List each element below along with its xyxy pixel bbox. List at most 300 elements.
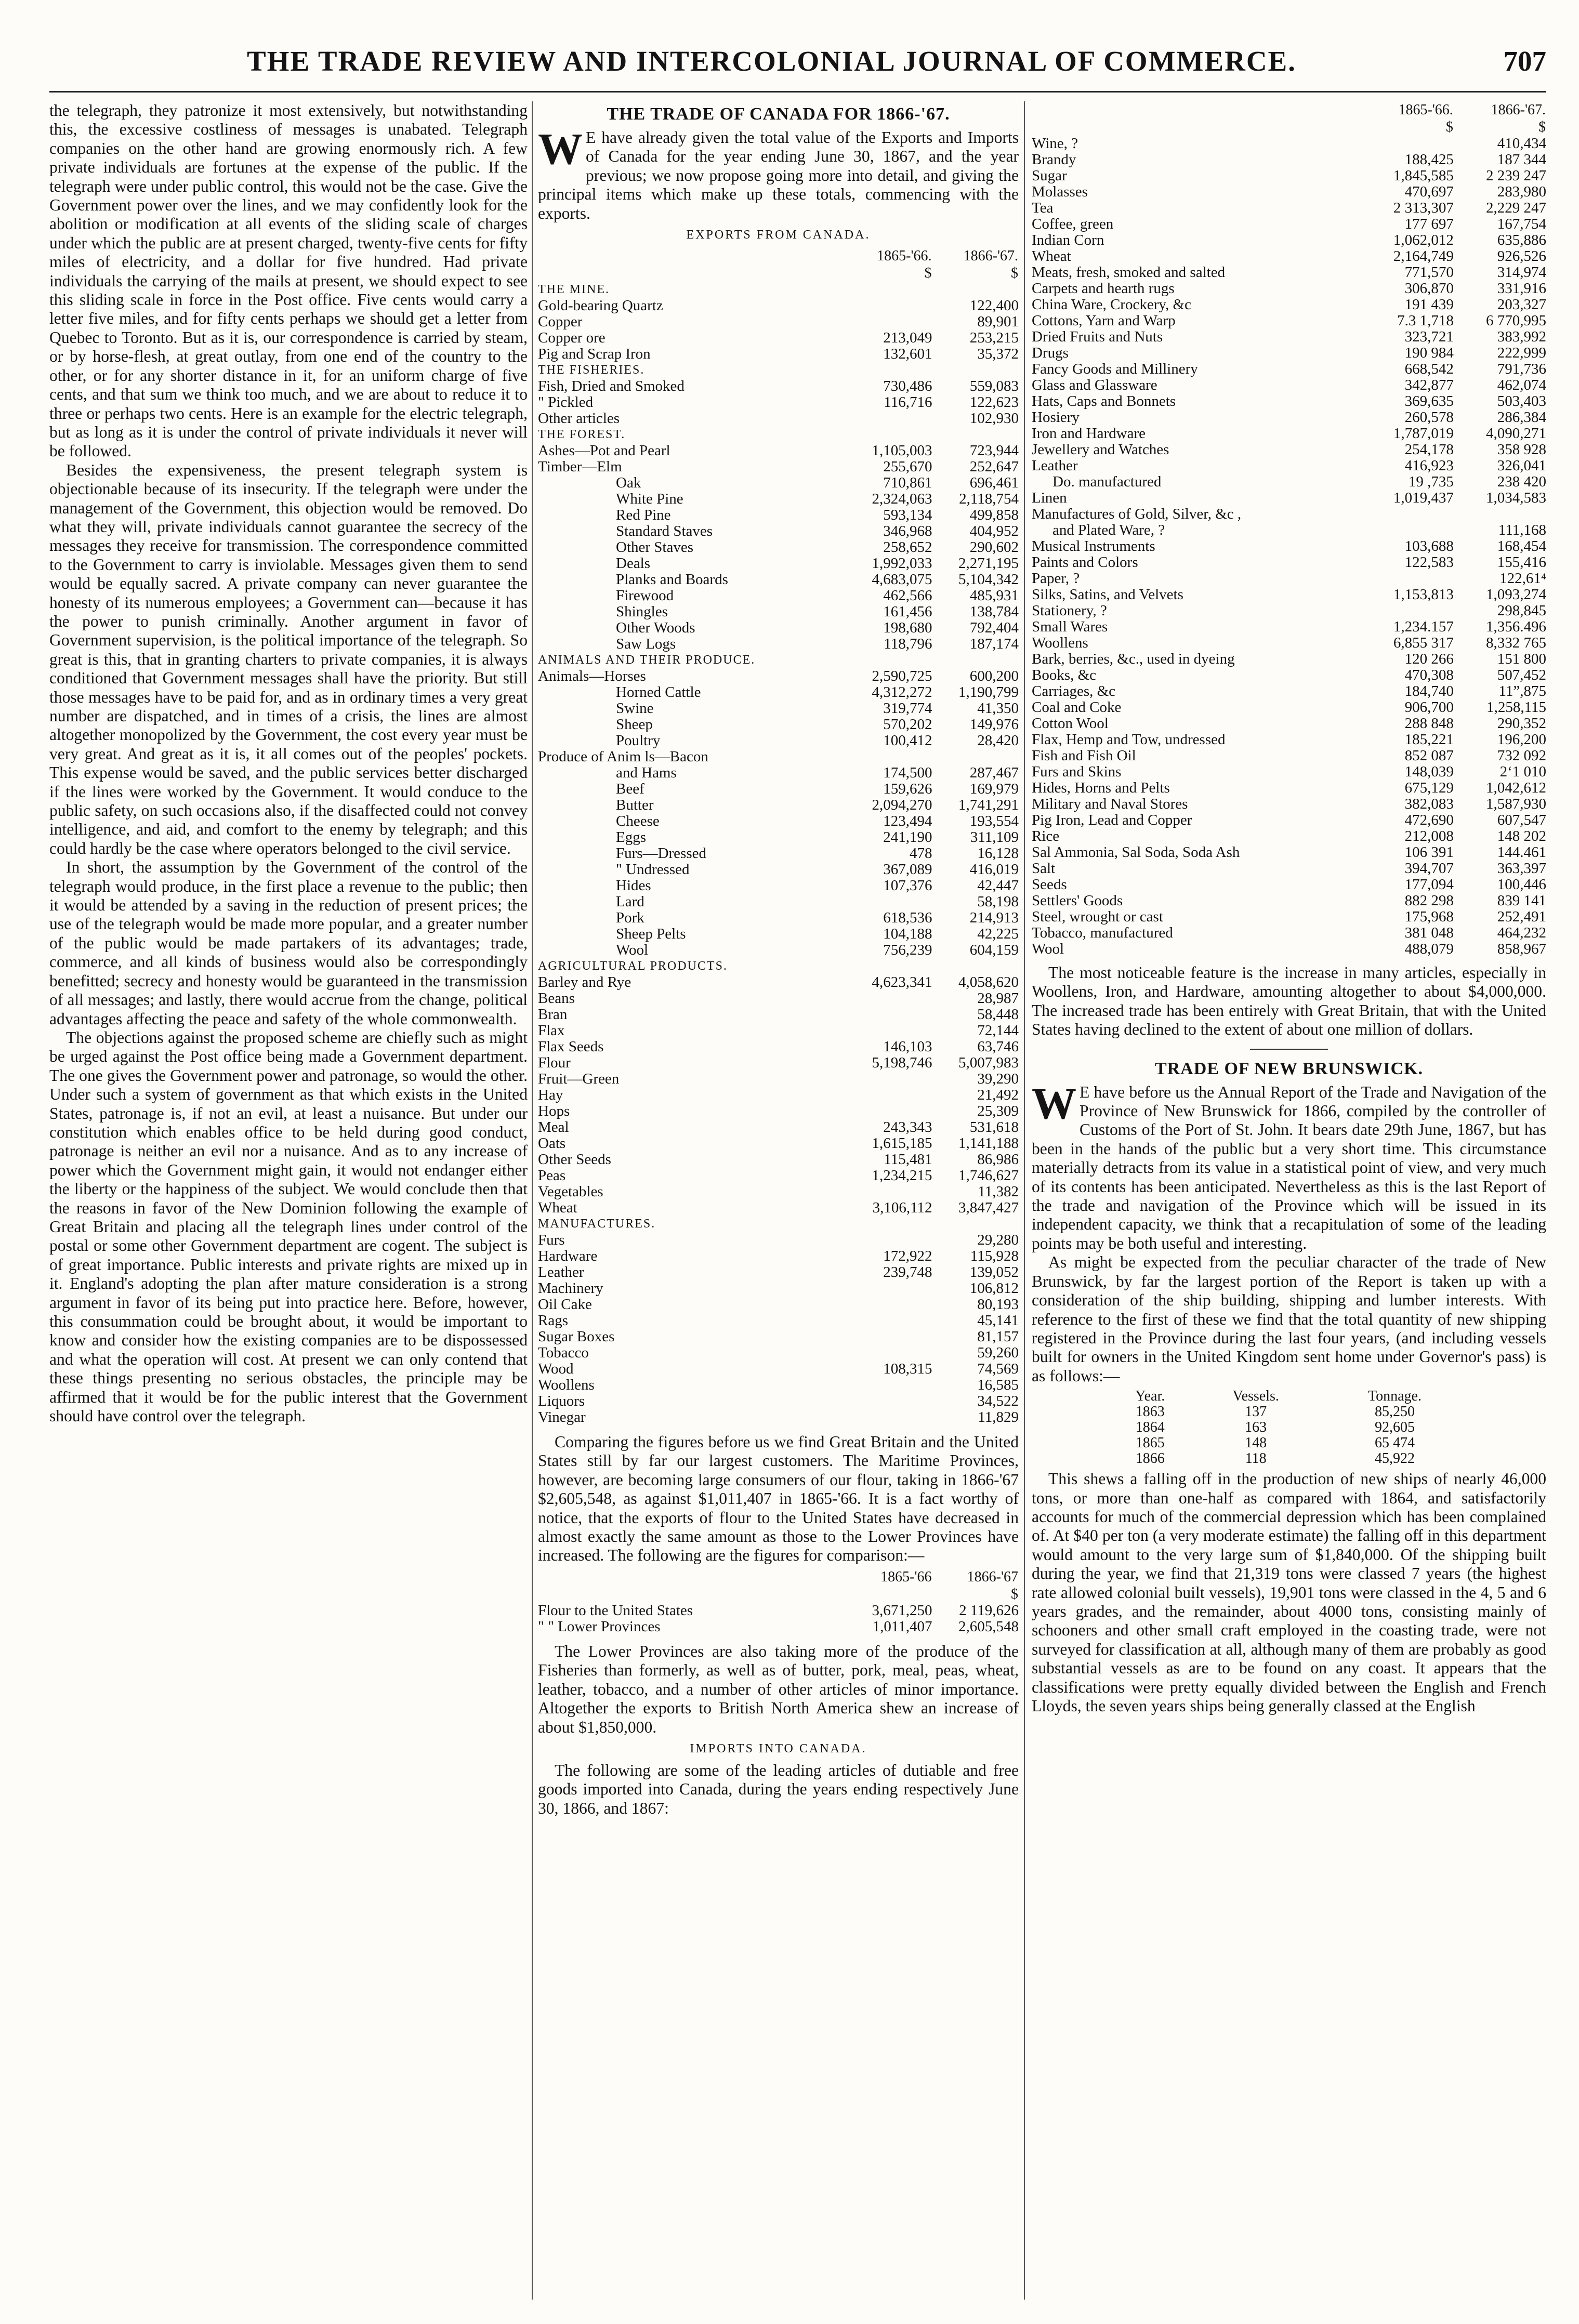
section-title: THE FISHERIES. (538, 363, 645, 377)
row-label: Vinegar (538, 1409, 586, 1426)
row-label: Shingles (616, 604, 668, 620)
value-1866-67: 1,587,930 (1486, 796, 1546, 812)
paragraph: E have already given the total value of the Exports and Imports of Canada for the year ending June 30, 1867, and the year previous; we now propose going more into detail, and giving the principal items which make up these totals, commencing with the exports. (538, 128, 1019, 222)
table-row (538, 1039, 1019, 1055)
value-1865-66: 3,671,250 (872, 1602, 932, 1619)
table-row (538, 604, 1019, 620)
value-1866-67: 2,118,754 (959, 491, 1019, 508)
row-label: Fish, Dried and Smoked (538, 378, 685, 395)
table-row (538, 459, 1019, 475)
value-1866-67: 559,083 (969, 378, 1019, 395)
row-label: Flax Seeds (538, 1039, 604, 1055)
table-row (1032, 136, 1546, 152)
value-1865-66: 241,190 (883, 829, 932, 846)
value-1865-66 (846, 1023, 932, 1039)
row-label: Eggs (616, 829, 646, 846)
row-label: Hats, Caps and Bonnets (1032, 393, 1176, 410)
exports-table (538, 247, 1019, 1425)
value-1866-67: 1,356.496 (1486, 618, 1546, 635)
value-1865-66: 198,680 (883, 619, 932, 637)
value-1866-67: 4,058,620 (958, 974, 1019, 991)
tonnage-cell: 45,922 (1374, 1450, 1415, 1467)
value-1866-67: 169,979 (969, 781, 1019, 798)
value-1865-66: 191 439 (1404, 296, 1454, 313)
value-1866-67: 238 420 (1497, 473, 1546, 490)
row-label: Settlers' Goods (1032, 893, 1123, 909)
table-row (538, 1264, 1019, 1280)
value-1865-66: 146,103 (883, 1038, 932, 1055)
row-label: Pig and Scrap Iron (538, 346, 651, 363)
value-1865-66: 470,308 (1404, 667, 1454, 683)
value-1866-67: 28,987 (977, 990, 1019, 1007)
table-row (538, 910, 1019, 926)
row-label: Wine, ? (1032, 136, 1078, 152)
value-1866-67: 286,384 (1497, 409, 1546, 426)
row-label: Copper (538, 314, 583, 331)
vessels-cell: 163 (1245, 1419, 1267, 1436)
value-1865-66: 1,011,407 (872, 1618, 932, 1635)
value-1866-67: 331,916 (1497, 280, 1546, 297)
value-1865-66 (1361, 136, 1454, 152)
value-1866-67: 144.461 (1497, 844, 1546, 861)
value-1865-66: 369,635 (1404, 393, 1454, 410)
value-1865-66: 185,221 (1404, 731, 1454, 748)
row-label: Coal and Coke (1032, 699, 1122, 716)
value-1865-66: 213,049 (883, 329, 932, 347)
table-row (1032, 426, 1546, 442)
value-1865-66: 346,968 (883, 523, 932, 540)
value-1865-66: 161,456 (883, 603, 932, 620)
value-1866-67: 485,931 (969, 587, 1019, 604)
value-1865-66: 132,601 (883, 346, 932, 363)
row-label: Wheat (1032, 248, 1071, 265)
table-row (1032, 796, 1546, 812)
value-1866-67: 42,225 (977, 926, 1019, 943)
value-1866-67: 2,229 247 (1486, 200, 1546, 216)
row-label: Hides (616, 878, 651, 894)
paragraph: The objections against the proposed scheme are chiefly such as might be urged against the Post office being made a Government department. The one gives the Government power and patronage, so would the other. Under such a system of government as that which exists in the United States, patronage is, if not an evil, at least a nuisance. But under our constitution which enables office to be held during good conduct, patronage is neither an evil nor a nuisance. And as to any increase of power which the Government might gain, it would not endanger either the liberty or the happiness of the subject. We would conclude then that the reasons in favor of the New Dominion following the example of Great Britain and placing all the telegraph lines under control of the postal or some other Government department are cogent. The subject is of great importance. Public interests and private rights are mixed up in it. England's adopting the plan after mature consideration is a strong argument in favor of its being put into practice here. Before, however, this consummation could be brought about, it would be important to know and consider how the existing companies are to be dispossessed and what the operation will cost. At present we can only contend that these things presenting no serious obstacles, the principle may be affirmed that it would be for the public interest that the Government should have control over the telegraph. (49, 1028, 528, 1425)
table-row (1032, 812, 1546, 828)
table-row (538, 1184, 1019, 1200)
value-1866-67: 34,522 (977, 1393, 1019, 1410)
value-1865-66: 593,134 (883, 507, 932, 524)
value-1865-66 (846, 1377, 932, 1393)
value-1866-67: 604,159 (969, 942, 1019, 959)
value-1865-66 (846, 749, 932, 765)
table-row (1032, 522, 1546, 538)
value-1865-66: 462,566 (883, 587, 932, 604)
value-1865-66: 2 313,307 (1393, 200, 1454, 216)
table-row (538, 1023, 1019, 1039)
row-label: Sal Ammonia, Sal Soda, Soda Ash (1032, 844, 1240, 861)
value-1866-67: 298,845 (1497, 602, 1546, 619)
value-1866-67: 723,944 (969, 442, 1019, 459)
row-label: Wool (616, 942, 649, 959)
column-header: Year. (1135, 1388, 1165, 1405)
table-row (1032, 909, 1546, 925)
section-row (538, 427, 1019, 443)
unit-label: $ (1538, 119, 1546, 135)
row-label: Sheep Pelts (616, 926, 686, 943)
value-1865-66: 118,796 (884, 636, 932, 653)
table-row (1032, 265, 1546, 281)
value-1865-66: 188,425 (1404, 151, 1454, 168)
value-1865-66: 668,542 (1404, 361, 1454, 377)
row-label: Hops (538, 1103, 570, 1120)
row-label: Swine (616, 701, 654, 717)
value-1865-66 (846, 411, 932, 427)
table-row (1032, 683, 1546, 699)
value-1865-66: 258,652 (883, 539, 932, 556)
value-1866-67: 214,913 (969, 909, 1019, 927)
table-row (538, 620, 1019, 636)
value-1866-67: 111,168 (1498, 522, 1546, 538)
value-1866-67: 122,400 (969, 297, 1019, 314)
row-label: Furs—Dressed (616, 846, 706, 862)
value-1866-67: 149,976 (969, 716, 1019, 733)
year-cell: 1864 (1135, 1419, 1165, 1436)
table-row (538, 797, 1019, 813)
value-1865-66: 1,615,185 (872, 1135, 932, 1152)
value-1865-66: 190 984 (1404, 345, 1454, 361)
row-label: Flour to the United States (538, 1602, 693, 1619)
value-1865-66: 159,626 (883, 781, 932, 798)
value-1865-66: 212,008 (1404, 828, 1454, 844)
value-1865-66: 1,153,813 (1393, 586, 1454, 603)
table-row (1032, 877, 1546, 893)
value-1865-66: 771,570 (1404, 264, 1454, 281)
row-label: Poultry (616, 733, 661, 749)
value-1866-67: 28,420 (977, 732, 1019, 749)
table-row (538, 1603, 1019, 1619)
row-label: Brandy (1032, 152, 1076, 168)
row-label: Other articles (538, 411, 620, 427)
table-row (538, 926, 1019, 942)
value-1866-67: 792,404 (969, 619, 1019, 637)
paragraph: Comparing the figures before us we find Great Britain and the United States still by far our largest customers. The Maritime Provinces, however, are becoming large consumers of our flour, taking in 1866-'67 $2,605,548, as against $1,011,407 in 1865-'66. It is a fact worthy of notice, that the exports of flour to the United States have decreased in almost exactly the same amount as those to the Lower Provinces have increased. The following are the figures for comparison:— (538, 1433, 1019, 1565)
vessels-cell: 148 (1245, 1435, 1267, 1451)
value-1866-67: 404,952 (969, 523, 1019, 540)
value-1866-67: 499,858 (969, 507, 1019, 524)
row-label: Flour (538, 1055, 571, 1072)
section-title: THE MINE. (538, 283, 610, 297)
value-1866-67: 58,448 (977, 1006, 1019, 1023)
paragraph: The following are some of the leading articles of dutiable and free goods imported into Canada, during the years ending respectively June 30, 1866, and 1867: (538, 1761, 1019, 1817)
year-cell: 1863 (1135, 1404, 1165, 1420)
value-1865-66 (1361, 603, 1454, 619)
value-1866-67: 35,372 (977, 346, 1019, 363)
value-1865-66 (846, 1103, 932, 1119)
row-label: Red Pine (616, 507, 671, 524)
value-1865-66 (846, 894, 932, 910)
row-label: Small Wares (1032, 619, 1108, 635)
imports-table (1032, 101, 1546, 957)
value-1865-66: 1,234.157 (1393, 618, 1454, 635)
vessels-cell: 118 (1245, 1450, 1267, 1467)
row-label: and Hams (616, 765, 677, 782)
table-row (538, 781, 1019, 797)
value-1866-67: 732 092 (1497, 747, 1546, 764)
value-1866-67: 791,736 (1497, 361, 1546, 377)
value-1865-66: 882 298 (1404, 892, 1454, 909)
row-label: Drugs (1032, 345, 1069, 361)
value-1865-66 (846, 1329, 932, 1345)
table-row (538, 1361, 1019, 1377)
value-1865-66: 488,079 (1404, 941, 1454, 957)
row-label: " " Lower Provinces (538, 1618, 661, 1635)
value-1866-67: 2 119,626 (959, 1602, 1019, 1619)
value-1865-66 (846, 314, 932, 330)
value-1866-67: 531,618 (969, 1119, 1019, 1136)
row-label: Lard (616, 894, 644, 910)
value-1866-67: 2‘1 010 (1499, 763, 1546, 780)
column-header: 1866-'67 (967, 1568, 1018, 1585)
value-1866-67: 74,569 (977, 1361, 1019, 1378)
table-row (538, 556, 1019, 572)
value-1866-67 (932, 749, 1019, 765)
paragraph: E have before us the Annual Report of the Trade and Navigation of the Province of New Brunswick for 1866, compiled by the controller of Customs of the Port of St. John. It bears date 29th June, 1867, but has been in the hands of the public but a very short time. This circumstance materially detracts from its value in a statistical point of view, and very much of its contents has been anticipated. Nevertheless as this is the last Report of the trade and navigation of the Province which will be issued in its independent capacity, we think that a recapitulation of some of the leading points may be both useful and interesting. (1032, 1082, 1546, 1252)
table-row (1032, 442, 1546, 458)
value-1866-67: 115,928 (970, 1248, 1019, 1265)
table-row (538, 1007, 1019, 1023)
value-1866-67: 138,784 (969, 603, 1019, 620)
vessels-cell: 137 (1245, 1404, 1267, 1420)
row-label: Horned Cattle (616, 684, 701, 701)
value-1866-67: 2,605,548 (958, 1618, 1019, 1635)
row-label: Musical Instruments (1032, 538, 1155, 554)
row-label: Stationery, ? (1032, 603, 1107, 619)
table-row (1032, 281, 1546, 297)
value-1865-66: 906,700 (1404, 699, 1454, 716)
row-label: Gold-bearing Quartz (538, 298, 663, 314)
row-label: Tobacco (538, 1345, 589, 1362)
value-1865-66: 2,590,725 (872, 668, 932, 685)
value-1865-66: 1,787,019 (1393, 425, 1454, 442)
paragraph: The most noticeable feature is the increase in many articles, especially in Woollens, Iron, and Hardware, amounting altogether to about $4,000,000. The increased trade has been entirely with Great Britain, that with the United States having declined to the extent of about one million of dollars. (1032, 963, 1546, 1039)
table-row (1032, 361, 1546, 377)
value-1865-66: 177 697 (1404, 216, 1454, 232)
section-rule (1250, 1049, 1328, 1050)
unit-label: $ (1445, 119, 1453, 135)
table-row (538, 1168, 1019, 1184)
value-1865-66: 470,697 (1404, 183, 1454, 200)
table-row (1032, 732, 1546, 748)
table-row (538, 491, 1019, 507)
value-1866-67: 122,61⁴ (1499, 570, 1546, 587)
value-1866-67: 462,074 (1497, 377, 1546, 393)
table-row (538, 829, 1019, 846)
row-label: Steel, wrought or cast (1032, 909, 1163, 925)
row-label: Cheese (616, 813, 660, 830)
table-row (538, 1071, 1019, 1087)
value-1866-67: 11,382 (978, 1183, 1019, 1200)
table-row (1032, 377, 1546, 393)
value-1866-67: 155,416 (1497, 554, 1546, 571)
table-row (1032, 699, 1546, 716)
table-row (538, 411, 1019, 427)
row-label: Cottons, Yarn and Warp (1032, 313, 1176, 329)
journal-title: THE TRADE REVIEW AND INTERCOLONIAL JOURNAL OF COMMERCE. (247, 45, 1296, 77)
table-row (538, 1152, 1019, 1168)
value-1866-67: 283,980 (1497, 183, 1546, 200)
value-1866-67: 290,352 (1497, 715, 1546, 732)
table-row (538, 765, 1019, 781)
value-1865-66: 177,094 (1404, 876, 1454, 893)
flour-table (538, 1568, 1019, 1635)
value-1866-67: 503,403 (1497, 393, 1546, 410)
value-1866-67: 839 141 (1497, 892, 1546, 909)
row-label: Produce of Anim ls—Bacon (538, 749, 708, 765)
drop-cap: W (1032, 1078, 1076, 1128)
value-1865-66: 1,845,585 (1393, 167, 1454, 184)
row-label: Wheat (538, 1200, 577, 1217)
table-row (1032, 216, 1546, 232)
value-1866-67: 42,447 (977, 877, 1019, 894)
row-label: Paper, ? (1032, 571, 1080, 587)
row-label: Silks, Satins, and Velvets (1032, 587, 1183, 603)
value-1865-66: 4,312,272 (872, 684, 932, 701)
row-label: Do. manufactured (1052, 474, 1162, 490)
row-label: Rags (538, 1313, 568, 1329)
row-label: Beef (616, 781, 644, 798)
value-1866-67: 4,090,271 (1486, 425, 1546, 442)
row-label: Paints and Colors (1032, 554, 1138, 571)
table-row (1032, 458, 1546, 474)
table-row (538, 1135, 1019, 1152)
section-title: ANIMALS AND THEIR PRODUCE. (538, 653, 756, 667)
value-1866-67: 122,623 (969, 394, 1019, 411)
header-rule (49, 91, 1546, 93)
value-1865-66: 381 048 (1404, 925, 1454, 941)
value-1866-67: 507,452 (1497, 667, 1546, 683)
value-1865-66 (846, 1232, 932, 1248)
column-header: 1866-'67. (1491, 102, 1546, 118)
value-1866-67: 58,198 (977, 893, 1019, 910)
table-row (1109, 1404, 1469, 1420)
table-row (1032, 925, 1546, 941)
shipping-table (1109, 1389, 1469, 1467)
table-row (538, 1055, 1019, 1071)
row-label: Beans (538, 991, 575, 1007)
table-row (538, 298, 1019, 314)
value-1866-67: 11”,875 (1498, 683, 1546, 699)
value-1866-67: 358 928 (1497, 441, 1546, 458)
value-1865-66: 756,239 (883, 942, 932, 959)
tonnage-cell: 65 474 (1374, 1435, 1415, 1451)
value-1866-67: 363,397 (1497, 860, 1546, 877)
value-1865-66: 288 848 (1404, 715, 1454, 732)
row-label: Sugar (1032, 168, 1067, 184)
value-1865-66 (846, 1184, 932, 1200)
row-label: Fancy Goods and Millinery (1032, 361, 1198, 377)
value-1865-66: 5,198,746 (872, 1054, 932, 1072)
value-1866-67: 222,999 (1497, 345, 1546, 361)
column-header: Tonnage. (1367, 1388, 1422, 1405)
value-1865-66: 104,188 (883, 926, 932, 943)
table-row (1032, 329, 1546, 345)
column-imports-and-new-brunswick (1032, 101, 1546, 2300)
value-1866-67: 39,290 (977, 1071, 1019, 1088)
table-row (1032, 410, 1546, 426)
table-row (1032, 764, 1546, 780)
value-1865-66: 243,343 (883, 1119, 932, 1136)
row-label: Flax, Hemp and Tow, undressed (1032, 732, 1226, 748)
row-label: Deals (616, 556, 651, 572)
table-row (1032, 297, 1546, 313)
value-1866-67: 168,454 (1497, 538, 1546, 554)
value-1865-66: 260,578 (1404, 409, 1454, 426)
value-1865-66 (1361, 522, 1454, 538)
value-1866-67: 1,741,291 (958, 797, 1019, 814)
row-label: Iron and Hardware (1032, 426, 1146, 442)
table-row (538, 572, 1019, 588)
row-label: Rice (1032, 828, 1060, 844)
table-row (538, 394, 1019, 411)
row-label: Vegetables (538, 1184, 603, 1200)
table-row (538, 1409, 1019, 1425)
table-row (1032, 554, 1546, 571)
value-1865-66 (1361, 571, 1454, 587)
value-1865-66: 175,968 (1404, 908, 1454, 925)
value-1865-66 (846, 298, 932, 314)
value-1866-67: 25,309 (977, 1103, 1019, 1120)
value-1866-67: 2,271,195 (958, 555, 1019, 572)
value-1866-67: 29,280 (977, 1232, 1019, 1249)
row-label: Tobacco, manufactured (1032, 925, 1173, 941)
table-row (538, 1200, 1019, 1216)
value-1865-66: 184,740 (1404, 683, 1454, 699)
row-label: Standard Staves (616, 523, 713, 540)
paragraph: the telegraph, they patronize it most extensively, but notwithstanding this, the excessive costliness of messages is unabated. Telegraph companies on the other hand are growing enormously rich. A few private individuals are fortunes at the expense of the public. If the telegraph were under public control, this would not be the case. Give the Government power over the lines, and we may confidently look for the abolition or modification at all events of the sliding scale of charges under which the public are at present charged, twenty-five cents for fifty miles of electricity, and a dollar for five hundred. Had private individuals the carrying of the mails at present, we should expect to see this sliding scale in force in the Post office. Five cents would carry a letter five miles, and for fifty cents perhaps we should get a letter from Quebec to Toronto. But as it is, our correspondence is carried by steam, or by horse-flesh, at great outlay, from one end of the country to the other, or for any shorter distance in it, for an uniform charge of five cents, and that sum we think too much, and we are about to reduce it to three or perhaps two cents. Here is an example for the electric telegraph, but as long as it is under the control of private individuals it never will be followed. (49, 101, 528, 460)
table-row (538, 1103, 1019, 1119)
value-1866-67: 16,585 (977, 1377, 1019, 1394)
table-row (538, 862, 1019, 878)
section-title: MANUFACTURES. (538, 1217, 656, 1231)
value-1866-67: 1,746,627 (958, 1167, 1019, 1184)
table-row (1032, 667, 1546, 683)
value-1866-67: 187,174 (969, 636, 1019, 653)
value-1865-66: 255,670 (883, 458, 932, 476)
table-row (538, 346, 1019, 362)
row-label: Hardware (538, 1248, 598, 1265)
value-1866-67: 6 770,995 (1486, 312, 1546, 329)
table-row (1032, 490, 1546, 506)
value-1866-67: 5,104,342 (958, 571, 1019, 588)
column-header: 1866-'67. (963, 248, 1018, 265)
table-row (1032, 748, 1546, 764)
paragraph: The Lower Provinces are also taking more of the produce of the Fisheries than formerly, as well as of butter, pork, meal, peas, wheat, leather, tobacco, and a number of other articles of minor importance. Altogether the exports to British North America shew an increase of about $1,850,000. (538, 1642, 1019, 1736)
table-row (1032, 506, 1546, 522)
value-1866-67: 203,327 (1497, 296, 1546, 313)
table-title: IMPORTS INTO CANADA. (690, 1741, 867, 1755)
table-title: EXPORTS FROM CANADA. (686, 228, 871, 242)
value-1866-67: 89,901 (977, 313, 1019, 331)
row-label: Indian Corn (1032, 232, 1104, 248)
value-1865-66: 254,178 (1404, 441, 1454, 458)
value-1865-66: 172,922 (883, 1248, 932, 1265)
value-1865-66: 3,106,112 (872, 1199, 932, 1217)
value-1865-66: 148,039 (1404, 763, 1454, 780)
row-label: Copper ore (538, 330, 606, 347)
row-label: Pig Iron, Lead and Copper (1032, 812, 1192, 828)
value-1865-66 (846, 1345, 932, 1361)
value-1866-67: 600,200 (969, 668, 1019, 685)
value-1865-66 (1361, 506, 1454, 522)
table-row (538, 701, 1019, 717)
table-row (538, 1619, 1019, 1635)
section-row (538, 282, 1019, 298)
row-label: Hides, Horns and Pelts (1032, 780, 1170, 796)
